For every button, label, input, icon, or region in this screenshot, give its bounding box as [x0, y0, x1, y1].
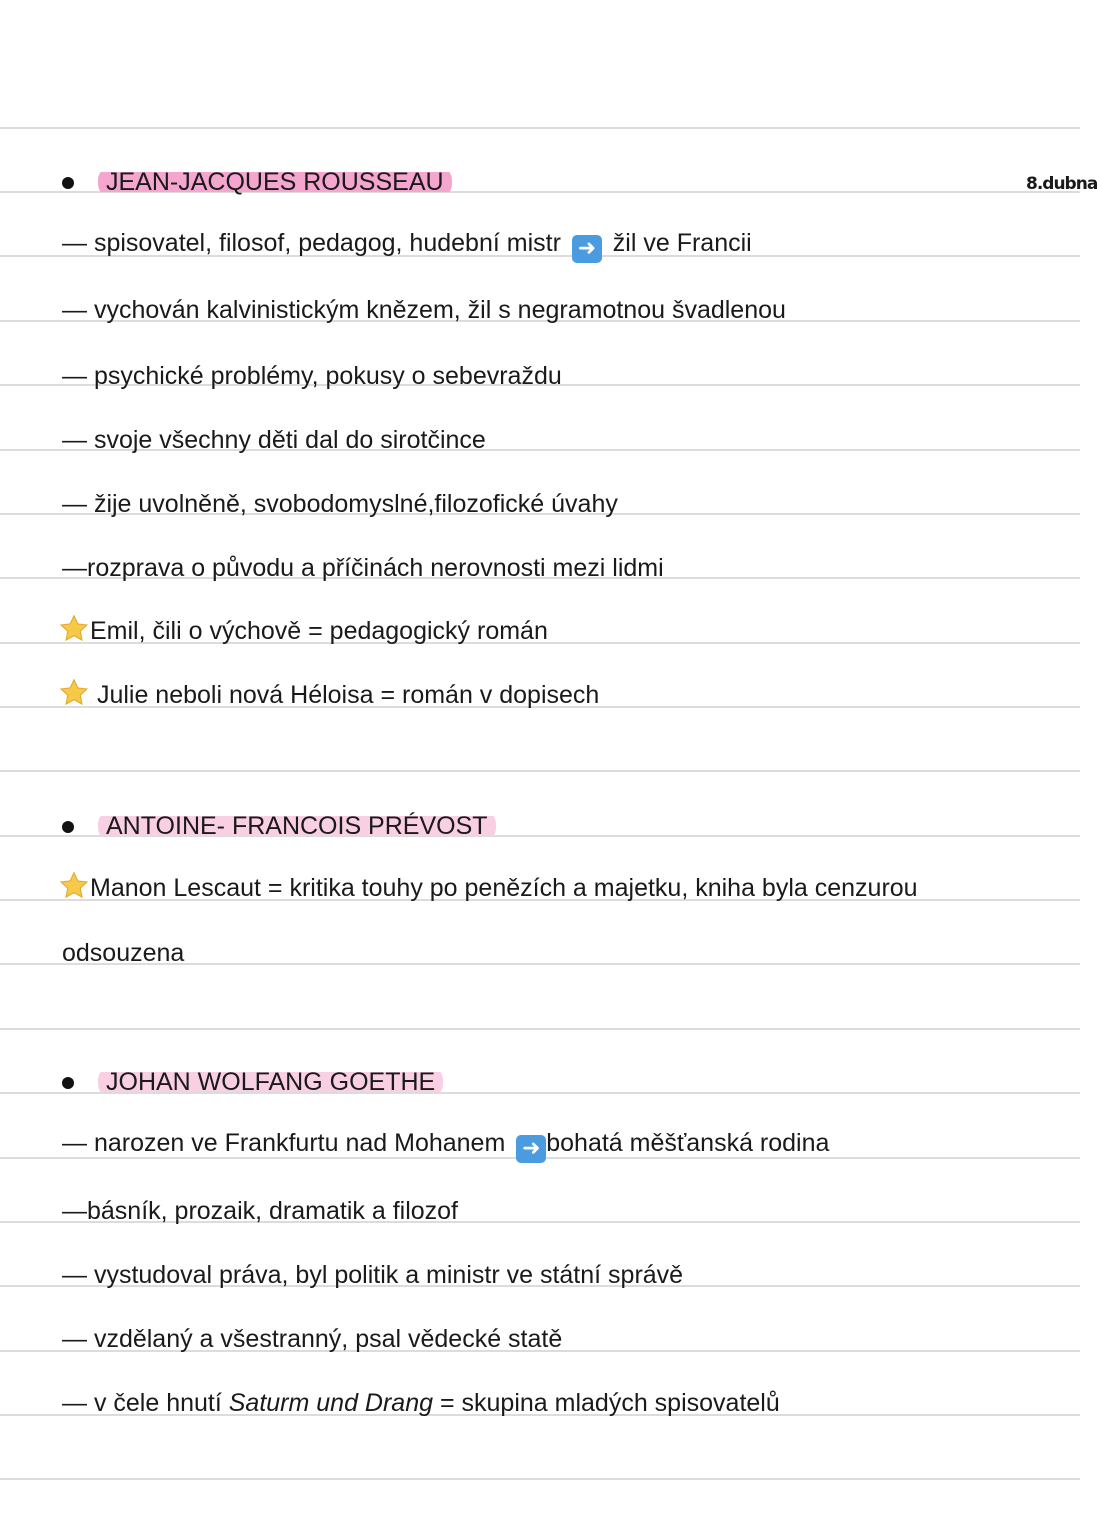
section-heading: JOHAN WOLFANG GOETHE — [98, 1066, 443, 1098]
right-arrow-icon: ➜ — [516, 1135, 546, 1163]
note-text: = skupina mladých spisovatelů — [433, 1389, 780, 1417]
bullet-icon — [62, 177, 74, 189]
star-icon — [58, 870, 90, 902]
rule-line — [0, 1028, 1080, 1030]
note-text: bohatá měšťanská rodina — [546, 1129, 830, 1157]
note-line: — svoje všechny děti dal do sirotčince — [62, 426, 486, 454]
note-line — [58, 870, 918, 904]
section-heading: ANTOINE- FRANCOIS PRÉVOST — [98, 810, 496, 842]
movement-name: Saturm und Drang — [228, 1389, 434, 1417]
note-line — [58, 613, 548, 647]
note-text: Emil, čili o výchově = pedagogický román — [90, 617, 548, 645]
note-line: —básník, prozaik, dramatik a filozof — [62, 1197, 458, 1225]
rule-line — [0, 1478, 1080, 1480]
note-text: Manon Lescaut = kritika touhy po penězích a majetku, kniha byla cenzurou — [90, 874, 918, 902]
note-text: — v čele hnutí — [62, 1389, 229, 1417]
note-line — [62, 227, 752, 263]
star-icon — [58, 677, 90, 709]
note-line — [62, 1387, 780, 1419]
bullet-icon — [62, 821, 74, 833]
note-line: — žije uvolněně, svobodomyslné,filozofické úvahy — [62, 490, 618, 518]
note-text: — spisovatel, filosof, pedagog, hudební mistr — [62, 229, 561, 257]
note-line: —rozprava o původu a příčinách nerovnosti mezi lidmi — [62, 554, 664, 582]
note-text: Julie neboli nová Héloisa = román v dopisech — [90, 681, 600, 709]
right-arrow-icon: ➜ — [572, 235, 602, 263]
note-line — [58, 677, 599, 711]
rule-line — [0, 127, 1080, 129]
note-line: odsouzena — [62, 939, 185, 967]
note-line: — vychován kalvinistickým knězem, žil s negramotnou švadlenou — [62, 296, 786, 324]
star-icon — [58, 613, 90, 645]
date-note: 8.dubna — [1026, 174, 1097, 194]
note-line: — vzdělaný a všestranný, psal vědecké statě — [62, 1325, 563, 1353]
bullet-icon — [62, 1077, 74, 1089]
note-line — [62, 1127, 829, 1163]
note-text: — narozen ve Frankfurtu nad Mohanem — [62, 1129, 506, 1157]
note-line: — psychické problémy, pokusy o sebevraždu — [62, 362, 562, 390]
note-line: — vystudoval práva, byl politik a ministr ve státní správě — [62, 1261, 684, 1289]
section-heading: JEAN-JACQUES ROUSSEAU — [98, 166, 452, 198]
rule-line — [0, 770, 1080, 772]
note-text: žil ve Francii — [612, 229, 752, 257]
